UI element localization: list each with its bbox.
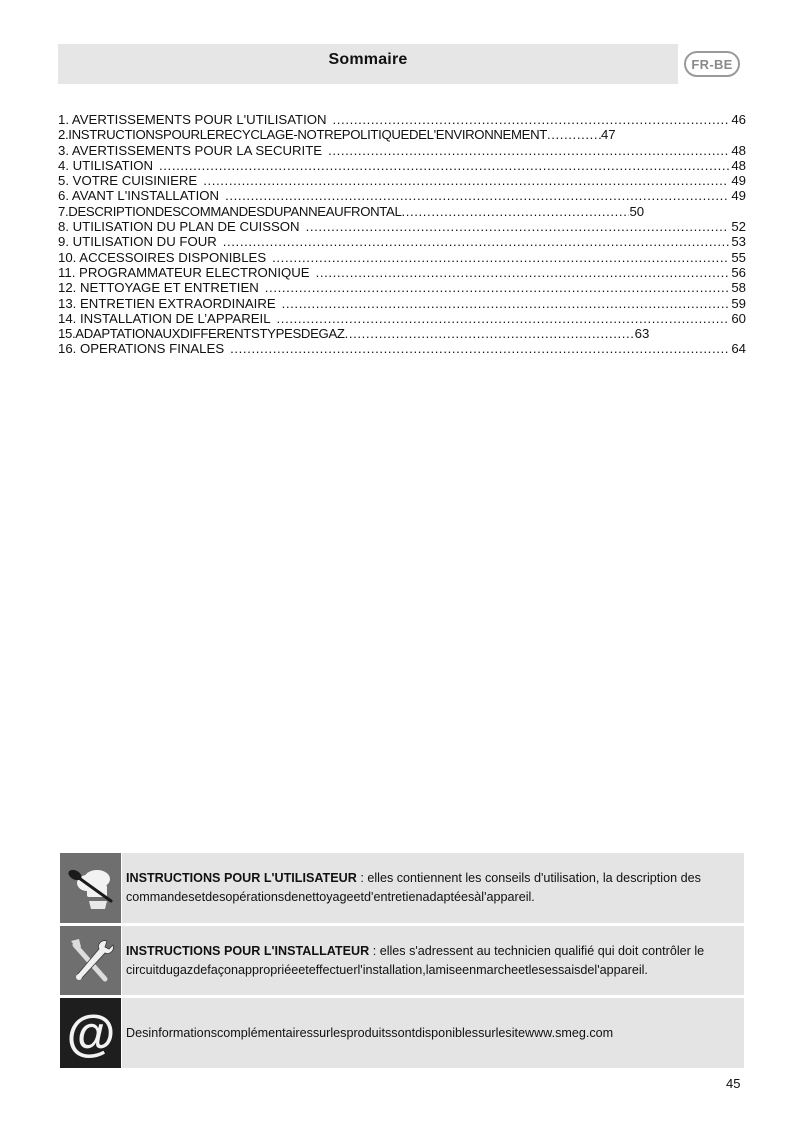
toc-leader [282, 296, 730, 311]
user-instructions-heading: INSTRUCTIONS POUR L'UTILISATEUR [126, 871, 357, 885]
toc-entry[interactable] [58, 280, 746, 295]
toc-entry[interactable] [58, 265, 746, 280]
toc-entry[interactable] [58, 158, 746, 173]
toc-entry-title: 7.DESCRIPTIONDESCOMMANDESDUPANNEAUFRONTAL [58, 203, 402, 219]
toc-leader [345, 326, 635, 341]
toc-page-number: 49 [731, 188, 746, 204]
web-info-block [60, 998, 744, 1068]
toc-page-number: 53 [731, 234, 746, 250]
toc-page-number: 60 [731, 310, 746, 326]
web-info-text: Desinformationscomplémentairessurlesproduitssontdisponiblessurlesitewww.smeg.com [122, 998, 744, 1068]
installer-instructions-body: : elles s'adressent au technicien qualifié qui doit contrôler le circuitdugazdefaçonappropriéeeteffectuerl'installation,lamiseenmarcheetlesessaisdel'appareil. [126, 943, 705, 977]
toc-entry[interactable] [58, 143, 746, 158]
toc-entry-title: 12. NETTOYAGE ET ENTRETIEN [58, 280, 259, 296]
toc-entry-title: 10. ACCESSOIRES DISPONIBLES [58, 249, 267, 265]
toc-entry[interactable] [58, 173, 746, 188]
toc-entry-title: 6. AVANT L'INSTALLATION [58, 188, 220, 204]
toc-entry[interactable] [58, 204, 746, 219]
toc-leader [316, 265, 730, 280]
toc-entry-title: 2.INSTRUCTIONSPOURLERECYCLAGE-NOTREPOLITIQUEDEL'ENVIRONNEMENT [58, 127, 547, 143]
toc-page-number: 55 [731, 249, 746, 265]
table-of-contents [58, 112, 746, 357]
header-bar [58, 44, 678, 84]
toc-leader [328, 143, 729, 158]
toc-page-number: 52 [731, 219, 746, 235]
toc-entry[interactable] [58, 219, 746, 234]
toc-entry-title: 5. VOTRE CUISINIERE [58, 173, 198, 189]
toc-entry[interactable] [58, 188, 746, 203]
toc-entry[interactable] [58, 341, 746, 356]
toc-page-number: 63 [634, 326, 650, 342]
toc-page-number: 64 [731, 341, 746, 357]
toc-entry-title: 8. UTILISATION DU PLAN DE CUISSON [58, 219, 300, 235]
tools-icon [60, 926, 121, 995]
toc-leader [272, 250, 729, 265]
toc-leader [333, 112, 730, 127]
at-sign-icon [60, 998, 121, 1068]
chef-spoon-icon [60, 853, 121, 923]
installer-instructions-block [60, 926, 744, 995]
toc-leader [203, 173, 729, 188]
toc-page-number: 50 [629, 203, 645, 219]
toc-page-number: 47 [600, 127, 616, 143]
toc-leader [547, 127, 601, 142]
toc-page-number: 48 [731, 142, 746, 158]
toc-entry[interactable] [58, 127, 746, 142]
toc-entry-title: 11. PROGRAMMATEUR ELECTRONIQUE [58, 264, 310, 280]
toc-leader [265, 280, 730, 295]
user-instructions-body: : elles contiennent les conseils d'utilisation, la description des commandesetdesopérationsdenettoyageetd'entretienadaptéesàl'appareil. [126, 871, 701, 904]
toc-entry[interactable] [58, 311, 746, 326]
toc-entry[interactable] [58, 112, 746, 127]
toc-entry[interactable] [58, 296, 746, 311]
toc-page-number: 56 [731, 264, 746, 280]
toc-page-number: 46 [731, 112, 746, 127]
toc-entry[interactable] [58, 250, 746, 265]
toc-leader [225, 188, 729, 203]
toc-entry-title: 3. AVERTISSEMENTS POUR LA SECURITE [58, 142, 323, 158]
language-badge: FR-BE [684, 51, 740, 77]
toc-leader [223, 234, 730, 249]
toc-entry-title: 1. AVERTISSEMENTS POUR L'UTILISATION [58, 112, 327, 127]
toc-entry-title: 13. ENTRETIEN EXTRAORDINAIRE [58, 295, 276, 311]
toc-page-number: 59 [731, 295, 746, 311]
toc-leader [306, 219, 730, 234]
toc-leader [230, 341, 729, 356]
toc-page-number: 49 [731, 173, 746, 189]
page-number: 45 [726, 1076, 741, 1091]
toc-entry-title: 14. INSTALLATION DE L’APPAREIL [58, 310, 271, 326]
toc-entry-title: 15.ADAPTATIONAUXDIFFERENTSTYPESDEGAZ [58, 326, 345, 342]
installer-instructions-text [122, 926, 744, 995]
toc-entry[interactable] [58, 234, 746, 249]
toc-entry-title: 16. OPERATIONS FINALES [58, 341, 225, 357]
toc-page-number: 58 [731, 280, 746, 296]
toc-leader [159, 158, 729, 173]
toc-leader [401, 204, 629, 219]
page-title: Sommaire [328, 51, 408, 68]
toc-entry[interactable] [58, 326, 746, 341]
toc-entry-title: 4. UTILISATION [58, 157, 154, 173]
user-instructions-block [60, 853, 744, 923]
svg-text:@: @ [66, 1006, 115, 1060]
toc-leader [277, 311, 730, 326]
toc-entry-title: 9. UTILISATION DU FOUR [58, 234, 217, 250]
installer-instructions-heading: INSTRUCTIONS POUR L'INSTALLATEUR [126, 943, 370, 958]
user-instructions-text [122, 853, 744, 923]
toc-page-number: 48 [731, 157, 746, 173]
